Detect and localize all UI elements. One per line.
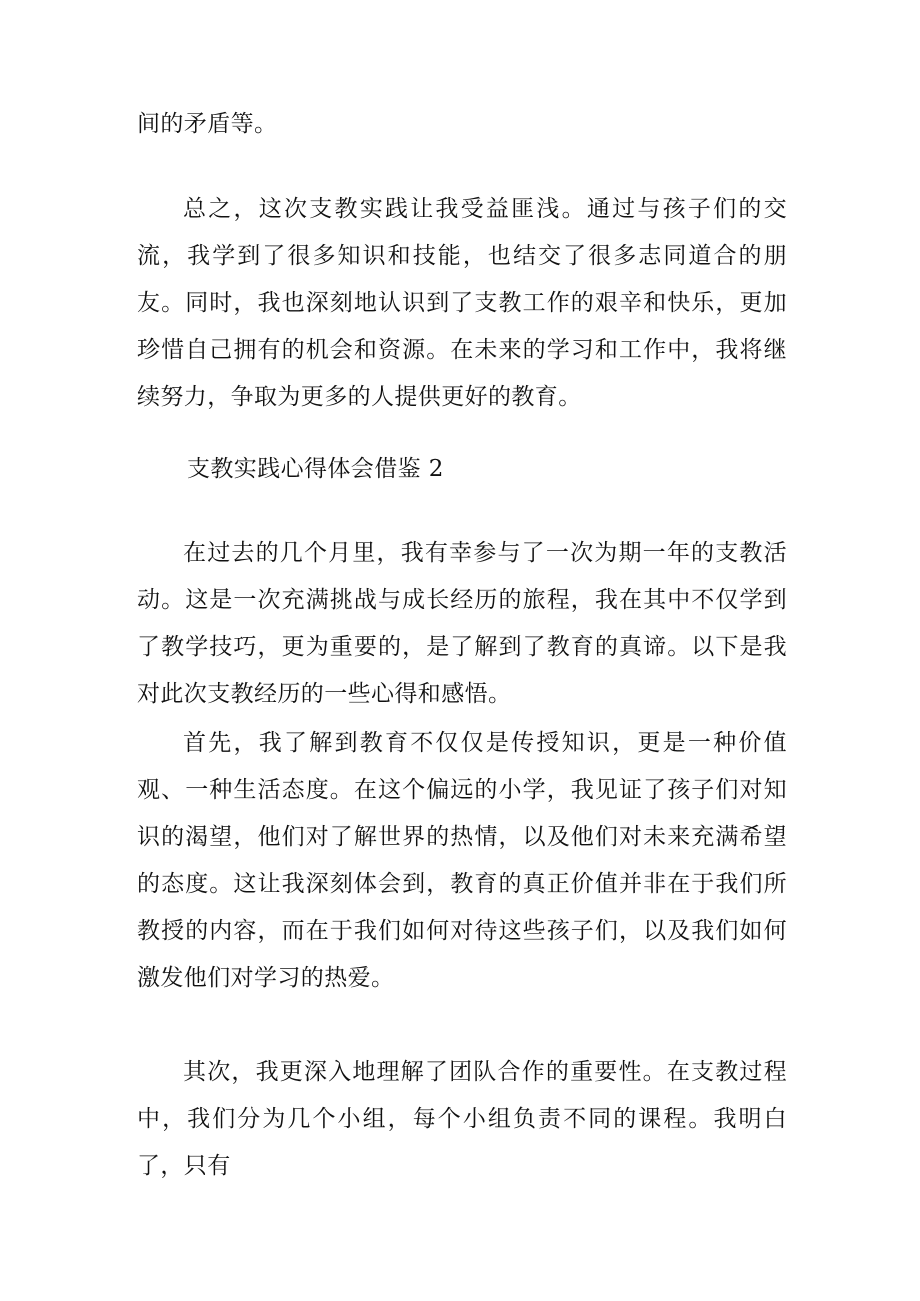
second-point-paragraph: 其次，我更深入地理解了团队合作的重要性。在支教过程中，我们分为几个小组，每个小组负责不同的课程。我明白了，只有 <box>137 1059 787 1179</box>
intro-paragraph: 在过去的几个月里，我有幸参与了一次为期一年的支教活动。这是一次充满挑战与成长经历的旅程，我在其中不仅学到了教学技巧，更为重要的，是了解到了教育的真谛。以下是我对此次支教经历的一些心得和感悟。 <box>137 540 787 707</box>
conclusion-paragraph: 总之，这次支教实践让我受益匪浅。通过与孩子们的交流，我学到了很多知识和技能，也结交了很多志同道合的朋友。同时，我也深刻地认识到了支教工作的艰辛和快乐，更加珍惜自己拥有的机会和资源。在未来的学习和工作中，我将继续努力，争取为更多的人提供更好的教育。 <box>137 196 787 410</box>
continuation-text: 间的矛盾等。 <box>137 111 278 137</box>
section-title: 支教实践心得体会借鉴 2 <box>187 456 444 482</box>
first-point-paragraph: 首先，我了解到教育不仅仅是传授知识，更是一种价值观、一种生活态度。在这个偏远的小学，我见证了孩子们对知识的渴望，他们对了解世界的热情，以及他们对未来充满希望的态度。这让我深刻体会到，教育的真正价值并非在于我们所教授的内容，而在于我们如何对待这些孩子们，以及我们如何激发他们对学习的热爱。 <box>137 730 787 991</box>
